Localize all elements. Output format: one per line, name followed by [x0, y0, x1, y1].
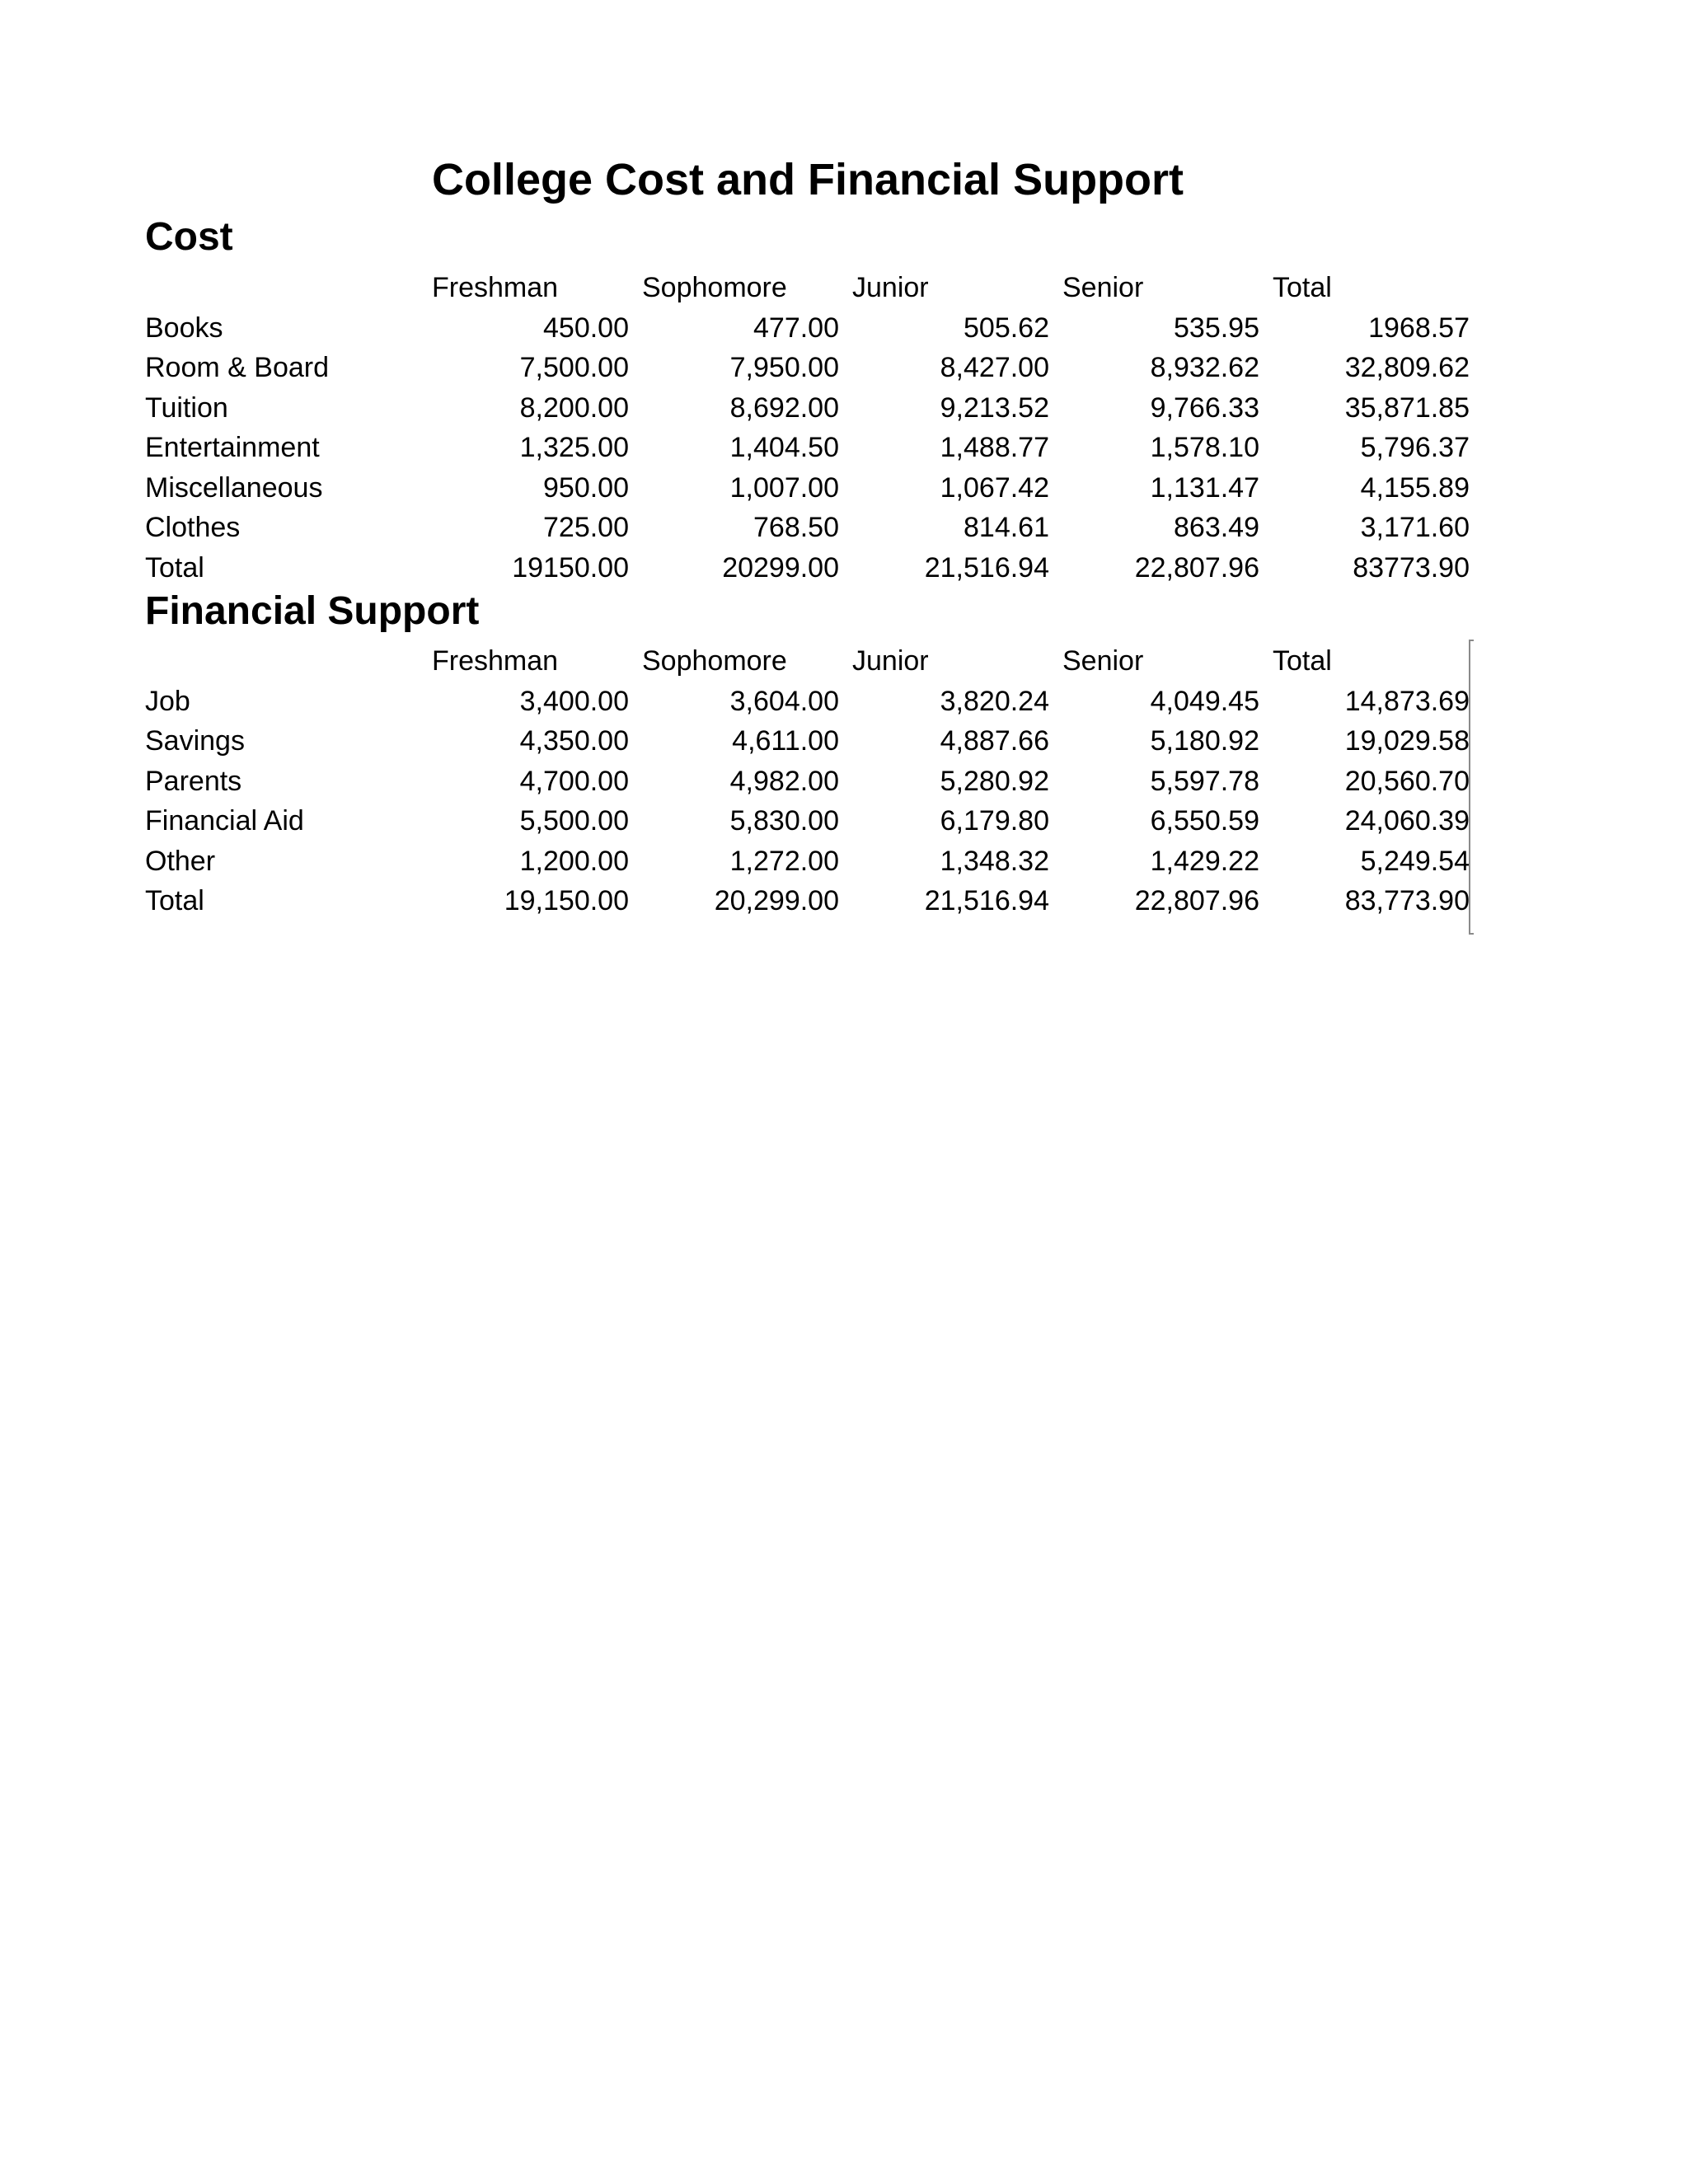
support-row-label: Other — [145, 845, 216, 877]
cost-cell-junior: 1,488.77 — [940, 432, 1049, 464]
cost-cell-total: 5,796.37 — [1360, 432, 1470, 464]
support-cell-junior: 3,820.24 — [940, 685, 1049, 717]
cost-cell-junior: 505.62 — [964, 312, 1049, 344]
cost-header-row — [142, 268, 1475, 308]
cost-cell-senior: 8,932.62 — [1150, 352, 1259, 384]
cost-cell-senior: 22,807.96 — [1134, 551, 1259, 583]
support-header-junior: Junior — [852, 645, 929, 677]
cost-cell-freshman: 1,325.00 — [519, 432, 629, 464]
support-row — [142, 762, 1475, 802]
cost-row-label: Total — [145, 551, 204, 583]
support-header-blank — [142, 641, 424, 682]
cost-row — [142, 428, 1475, 468]
cost-row-label: Entertainment — [145, 432, 320, 464]
support-row-label: Parents — [145, 765, 242, 797]
support-cell-senior: 22,807.96 — [1134, 885, 1259, 917]
cost-row — [142, 468, 1475, 509]
support-cell-freshman: 1,200.00 — [519, 845, 629, 877]
support-cell-sophomore: 1,272.00 — [729, 845, 839, 877]
cost-row-label: Books — [145, 312, 223, 344]
cost-row-label: Clothes — [145, 512, 241, 544]
cost-cell-junior: 8,427.00 — [940, 352, 1049, 384]
cost-cell-senior: 1,578.10 — [1150, 432, 1259, 464]
support-cell-junior: 21,516.94 — [924, 885, 1049, 917]
support-row-label: Total — [145, 885, 204, 917]
support-cell-senior: 1,429.22 — [1150, 845, 1259, 877]
cost-cell-senior: 1,131.47 — [1150, 471, 1259, 504]
support-row — [142, 682, 1475, 722]
support-row — [142, 721, 1475, 762]
cost-cell-senior: 9,766.33 — [1150, 391, 1259, 424]
cost-cell-sophomore: 8,692.00 — [729, 391, 839, 424]
cost-cell-freshman: 8,200.00 — [519, 391, 629, 424]
cost-header-junior: Junior — [852, 272, 929, 304]
cost-row-label: Room & Board — [145, 352, 329, 384]
support-row-label: Savings — [145, 725, 245, 757]
support-cell-junior: 1,348.32 — [940, 845, 1049, 877]
cost-cell-junior: 814.61 — [964, 512, 1049, 544]
cost-row-label: Tuition — [145, 391, 228, 424]
cost-header-freshman: Freshman — [432, 272, 559, 304]
cost-cell-freshman: 950.00 — [543, 471, 629, 504]
support-cell-senior: 6,550.59 — [1150, 805, 1259, 837]
cost-cell-junior: 1,067.42 — [940, 471, 1049, 504]
support-header-senior: Senior — [1062, 645, 1144, 677]
support-header-freshman: Freshman — [432, 645, 559, 677]
cost-cell-total: 32,809.62 — [1344, 352, 1470, 384]
support-cell-sophomore: 4,982.00 — [729, 765, 839, 797]
financial-support-table — [142, 641, 1475, 921]
support-cell-total: 83,773.90 — [1344, 885, 1470, 917]
cost-cell-sophomore: 20299.00 — [722, 551, 839, 583]
cost-cell-freshman: 19150.00 — [512, 551, 629, 583]
cost-row — [142, 348, 1475, 388]
support-header-total: Total — [1273, 645, 1332, 677]
support-cell-freshman: 4,350.00 — [519, 725, 629, 757]
financial-support-heading: Financial Support — [145, 589, 480, 633]
cost-cell-senior: 863.49 — [1174, 512, 1259, 544]
cost-row — [142, 308, 1475, 349]
cell-selection-bracket — [1469, 640, 1474, 935]
cost-table — [142, 268, 1475, 588]
cost-cell-junior: 9,213.52 — [940, 391, 1049, 424]
support-header-row — [142, 641, 1475, 682]
support-cell-freshman: 5,500.00 — [519, 805, 629, 837]
cost-header-senior: Senior — [1062, 272, 1144, 304]
page-title: College Cost and Financial Support — [431, 155, 1184, 204]
support-cell-freshman: 3,400.00 — [519, 685, 629, 717]
cost-header-total: Total — [1273, 272, 1332, 304]
support-cell-sophomore: 4,611.00 — [732, 725, 839, 757]
support-cell-junior: 5,280.92 — [940, 765, 1049, 797]
support-cell-junior: 6,179.80 — [940, 805, 1049, 837]
cost-row — [142, 388, 1475, 429]
support-cell-total: 14,873.69 — [1344, 685, 1470, 717]
support-cell-total: 5,249.54 — [1360, 845, 1470, 877]
support-cell-junior: 4,887.66 — [940, 725, 1049, 757]
cost-header-sophomore: Sophomore — [642, 272, 787, 304]
support-row — [142, 881, 1475, 921]
support-cell-total: 19,029.58 — [1344, 725, 1470, 757]
cost-row — [142, 548, 1475, 588]
support-row — [142, 801, 1475, 841]
cost-row-label: Miscellaneous — [145, 471, 323, 504]
cost-cell-freshman: 725.00 — [543, 512, 629, 544]
cost-row — [142, 508, 1475, 548]
support-cell-senior: 5,180.92 — [1150, 725, 1259, 757]
cost-heading: Cost — [145, 215, 233, 259]
cost-cell-freshman: 450.00 — [543, 312, 629, 344]
cost-cell-total: 83773.90 — [1353, 551, 1470, 583]
support-cell-sophomore: 5,830.00 — [729, 805, 839, 837]
cost-cell-total: 4,155.89 — [1360, 471, 1470, 504]
support-cell-freshman: 4,700.00 — [519, 765, 629, 797]
cost-cell-sophomore: 1,404.50 — [729, 432, 839, 464]
cost-cell-sophomore: 768.50 — [753, 512, 839, 544]
support-cell-freshman: 19,150.00 — [504, 885, 629, 917]
support-row-label: Job — [145, 685, 190, 717]
support-cell-total: 24,060.39 — [1344, 805, 1470, 837]
cost-cell-sophomore: 7,950.00 — [729, 352, 839, 384]
support-cell-sophomore: 3,604.00 — [729, 685, 839, 717]
support-row-label: Financial Aid — [145, 805, 304, 837]
support-cell-senior: 4,049.45 — [1150, 685, 1259, 717]
cost-cell-sophomore: 477.00 — [753, 312, 839, 344]
cost-cell-senior: 535.95 — [1174, 312, 1259, 344]
cost-cell-junior: 21,516.94 — [924, 551, 1049, 583]
support-cell-sophomore: 20,299.00 — [714, 885, 839, 917]
cost-cell-sophomore: 1,007.00 — [729, 471, 839, 504]
cost-cell-total: 3,171.60 — [1360, 512, 1470, 544]
cost-cell-total: 35,871.85 — [1344, 391, 1470, 424]
cost-cell-freshman: 7,500.00 — [519, 352, 629, 384]
support-cell-senior: 5,597.78 — [1150, 765, 1259, 797]
support-row — [142, 841, 1475, 882]
support-header-sophomore: Sophomore — [642, 645, 787, 677]
support-cell-total: 20,560.70 — [1344, 765, 1470, 797]
cost-cell-total: 1968.57 — [1368, 312, 1470, 344]
cost-header-blank — [142, 268, 424, 308]
